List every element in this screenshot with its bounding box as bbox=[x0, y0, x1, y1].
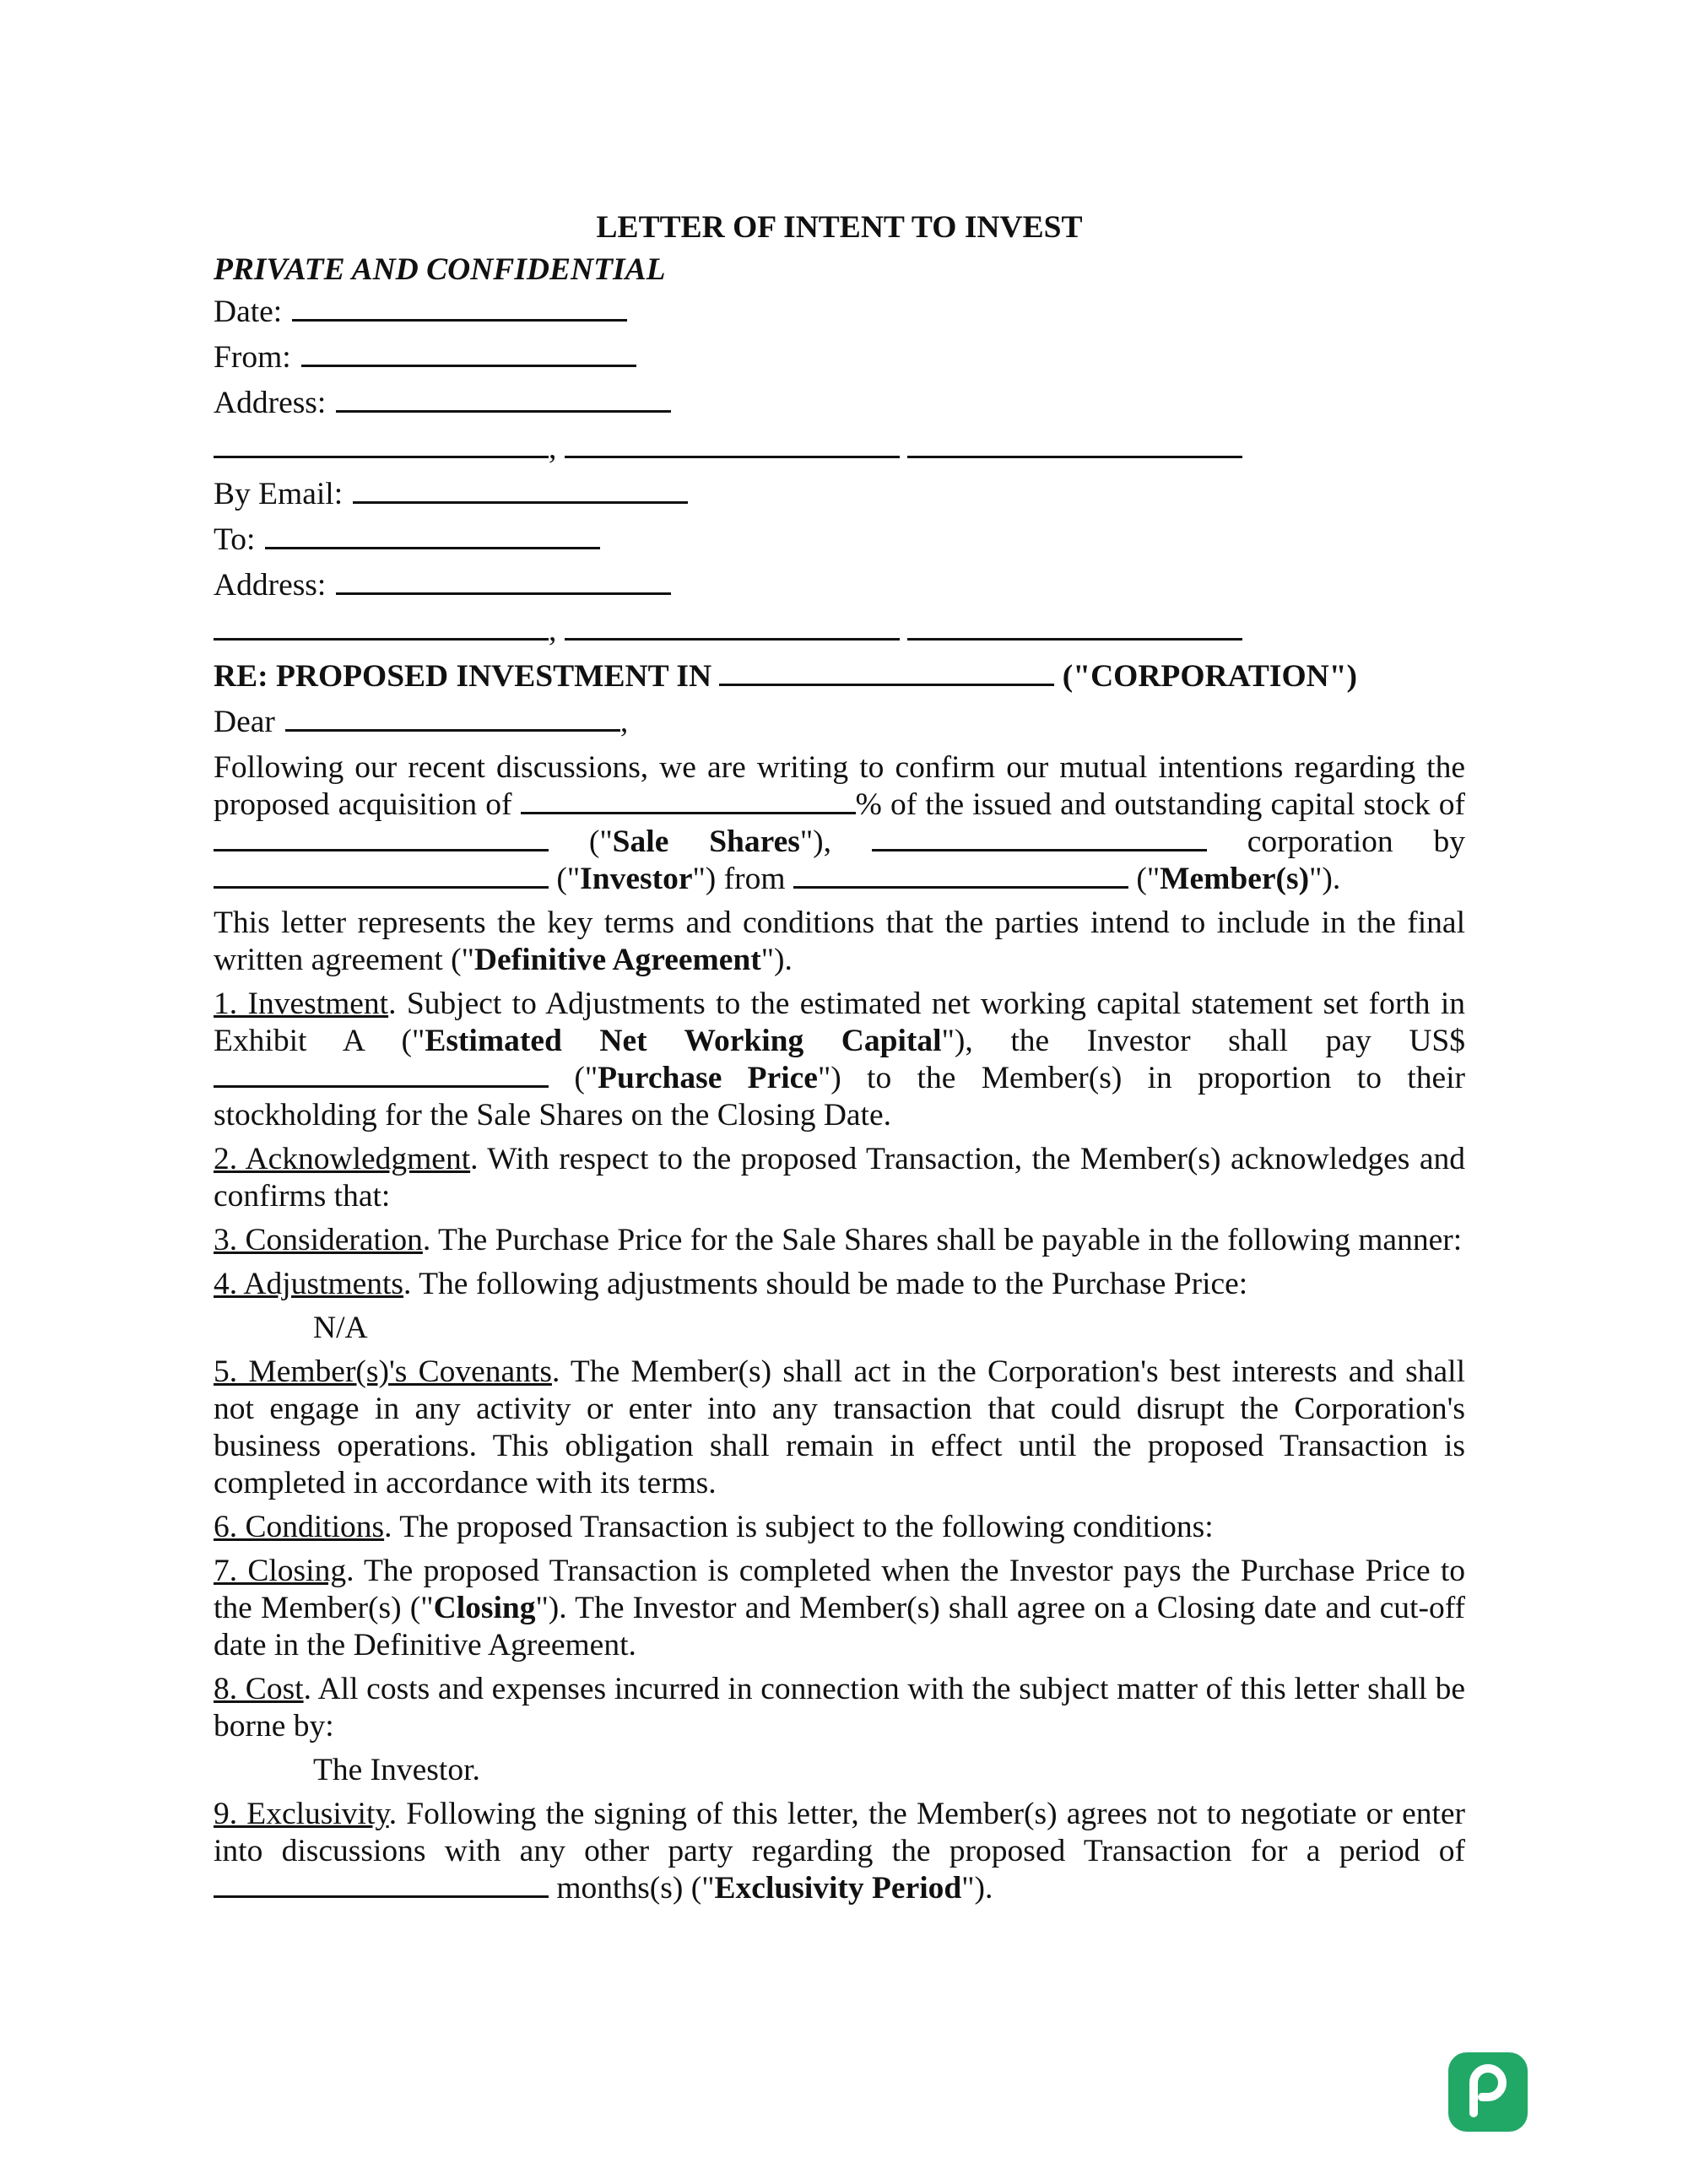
section-heading: 4. Adjustments bbox=[214, 1267, 404, 1301]
section-covenants bbox=[214, 1354, 1465, 1502]
section-text: (" bbox=[549, 1061, 598, 1095]
from-city-blank[interactable] bbox=[214, 432, 549, 458]
section-text: "). The Investor and Member(s) shall agree on a Closing date and cut-off date in the Definitive Agreement. bbox=[214, 1591, 1465, 1662]
from-address-label: Address: bbox=[214, 386, 327, 420]
to-label: To: bbox=[214, 522, 256, 557]
from-address-blank[interactable] bbox=[336, 387, 671, 413]
section-heading: 9. Exclusivity bbox=[214, 1797, 389, 1831]
net-working-capital-term: Estimated Net Working Capital bbox=[425, 1024, 942, 1058]
section-heading: 2. Acknowledgment bbox=[214, 1142, 471, 1176]
section-heading: 3. Consideration bbox=[214, 1223, 423, 1257]
investor-blank[interactable] bbox=[214, 862, 549, 889]
from-state-blank[interactable] bbox=[565, 432, 900, 458]
comma: , bbox=[549, 431, 557, 466]
to-city-blank[interactable] bbox=[214, 614, 549, 641]
section-text: . The proposed Transaction is completed when the Investor pays the Purchase Price to the Member(s) (" bbox=[214, 1554, 1466, 1625]
document-page bbox=[214, 209, 1465, 1914]
to-address-line bbox=[214, 567, 1465, 604]
intro-text: corporation by bbox=[1206, 824, 1466, 859]
adjustments-value: N/A bbox=[313, 1311, 368, 1345]
section-text: . With respect to the proposed Transaction, the Member(s) acknowledges and confirms that: bbox=[214, 1142, 1465, 1214]
dear-blank[interactable] bbox=[285, 705, 620, 732]
to-zip-blank[interactable] bbox=[907, 614, 1242, 641]
section-text: . The following adjustments should be made to the Purchase Price: bbox=[403, 1267, 1248, 1301]
intro-text: (" bbox=[549, 824, 613, 859]
dear-label: Dear bbox=[214, 705, 275, 739]
section-acknowledgment bbox=[214, 1141, 1465, 1215]
section-adjustments bbox=[214, 1266, 1465, 1303]
from-line bbox=[214, 339, 1465, 376]
cost-value: The Investor. bbox=[313, 1753, 480, 1787]
section-heading: 8. Cost bbox=[214, 1672, 304, 1706]
intro-text: % of the issued and outstanding capital stock of bbox=[855, 787, 1465, 822]
to-city-state-zip-line bbox=[214, 613, 1465, 650]
comma: , bbox=[549, 614, 557, 648]
percentage-blank[interactable] bbox=[521, 788, 856, 814]
comma: , bbox=[619, 705, 629, 739]
exclusivity-period-term: Exclusivity Period bbox=[714, 1871, 962, 1906]
confidential-label: PRIVATE AND CONFIDENTIAL bbox=[214, 252, 666, 287]
section-text: . Subject to Adjustments to the estimated net working capital statement set forth in Exhibit A (" bbox=[214, 987, 1465, 1058]
section-consideration bbox=[214, 1222, 1465, 1259]
intro-text: "). bbox=[1309, 862, 1341, 896]
section-cost bbox=[214, 1671, 1465, 1745]
intro-text: "), bbox=[799, 824, 872, 859]
members-term: Member(s) bbox=[1160, 862, 1310, 896]
re-prefix: RE: PROPOSED INVESTMENT IN bbox=[214, 659, 712, 694]
sale-shares-term: Sale Shares bbox=[612, 824, 800, 859]
purchase-price-blank[interactable] bbox=[214, 1062, 549, 1088]
from-label: From: bbox=[214, 340, 291, 375]
section-investment bbox=[214, 986, 1465, 1134]
by-email-blank[interactable] bbox=[353, 478, 688, 504]
p-brand-logo-icon bbox=[1448, 2052, 1528, 2132]
key-terms-text: "). bbox=[760, 943, 793, 977]
section-heading: 5. Member(s)'s Covenants bbox=[214, 1354, 552, 1389]
re-line bbox=[214, 658, 1465, 695]
from-city-state-zip-line bbox=[214, 430, 1465, 468]
intro-text: Following our recent discussions, we are writing to confirm our mutual intentions regarding the proposed acquisition of bbox=[214, 750, 1465, 822]
section-heading: 7. Closing bbox=[214, 1554, 347, 1588]
salutation-line bbox=[214, 704, 1465, 741]
to-line bbox=[214, 522, 1465, 559]
corporation-blank[interactable] bbox=[719, 660, 1054, 686]
section-text: months(s) (" bbox=[549, 1871, 715, 1906]
purchase-price-term: Purchase Price bbox=[598, 1061, 818, 1095]
key-terms-text: This letter represents the key terms and conditions that the parties intend to include in the final written agreement (" bbox=[214, 905, 1465, 977]
section-text: . The proposed Transaction is subject to the following conditions: bbox=[384, 1510, 1214, 1544]
from-blank[interactable] bbox=[301, 341, 636, 367]
intro-text: (" bbox=[549, 862, 581, 896]
section-heading: 1. Investment bbox=[214, 987, 389, 1021]
section-text: ") to the Member(s) in proportion to their stockholding for the Sale Shares on the Closing Date. bbox=[214, 1061, 1465, 1133]
definitive-agreement-term: Definitive Agreement bbox=[473, 943, 761, 977]
closing-term: Closing bbox=[433, 1591, 536, 1625]
section-text: . All costs and expenses incurred in connection with the subject matter of this letter shall be borne by: bbox=[214, 1672, 1466, 1743]
from-zip-blank[interactable] bbox=[907, 432, 1242, 458]
intro-text: (" bbox=[1128, 862, 1160, 896]
date-line bbox=[214, 294, 1465, 331]
state-blank[interactable] bbox=[872, 825, 1207, 851]
section-text: . The Member(s) shall act in the Corporation's best interests and shall not engage in any activity or enter into any transaction that could disrupt the Corporation's business operations. This obligation shall remain in effect until the proposed Transaction is completed in accordance with its terms. bbox=[214, 1354, 1465, 1500]
by-email-line bbox=[214, 476, 1465, 513]
key-terms-paragraph bbox=[214, 905, 1465, 979]
exclusivity-months-blank[interactable] bbox=[214, 1872, 549, 1898]
section-text: . Following the signing of this letter, the Member(s) agrees not to negotiate or enter into discussions with any other party regarding the proposed Transaction for a period of bbox=[214, 1797, 1466, 1868]
re-suffix: ("CORPORATION") bbox=[1062, 659, 1358, 694]
section-conditions bbox=[214, 1509, 1465, 1546]
section-text: "), the Investor shall pay US$ bbox=[941, 1024, 1466, 1058]
date-blank[interactable] bbox=[292, 295, 627, 322]
to-blank[interactable] bbox=[265, 523, 600, 549]
member-blank[interactable] bbox=[793, 862, 1128, 889]
from-address-line bbox=[214, 385, 1465, 422]
to-state-blank[interactable] bbox=[565, 614, 900, 641]
section-text: "). bbox=[961, 1871, 993, 1906]
stock-of-blank[interactable] bbox=[214, 825, 549, 851]
section-text: . The Purchase Price for the Sale Shares shall be payable in the following manner: bbox=[422, 1223, 1463, 1257]
intro-text: ") from bbox=[692, 862, 793, 896]
date-label: Date: bbox=[214, 295, 283, 329]
section-exclusivity bbox=[214, 1796, 1465, 1907]
document-title: LETTER OF INTENT TO INVEST bbox=[596, 210, 1083, 245]
section-heading: 6. Conditions bbox=[214, 1510, 385, 1544]
to-address-blank[interactable] bbox=[336, 569, 671, 595]
section-closing bbox=[214, 1553, 1465, 1664]
by-email-label: By Email: bbox=[214, 477, 344, 511]
investor-term: Investor bbox=[580, 862, 693, 896]
p-logo-glyph bbox=[1448, 2052, 1528, 2132]
to-address-label: Address: bbox=[214, 568, 327, 603]
intro-paragraph bbox=[214, 749, 1465, 898]
